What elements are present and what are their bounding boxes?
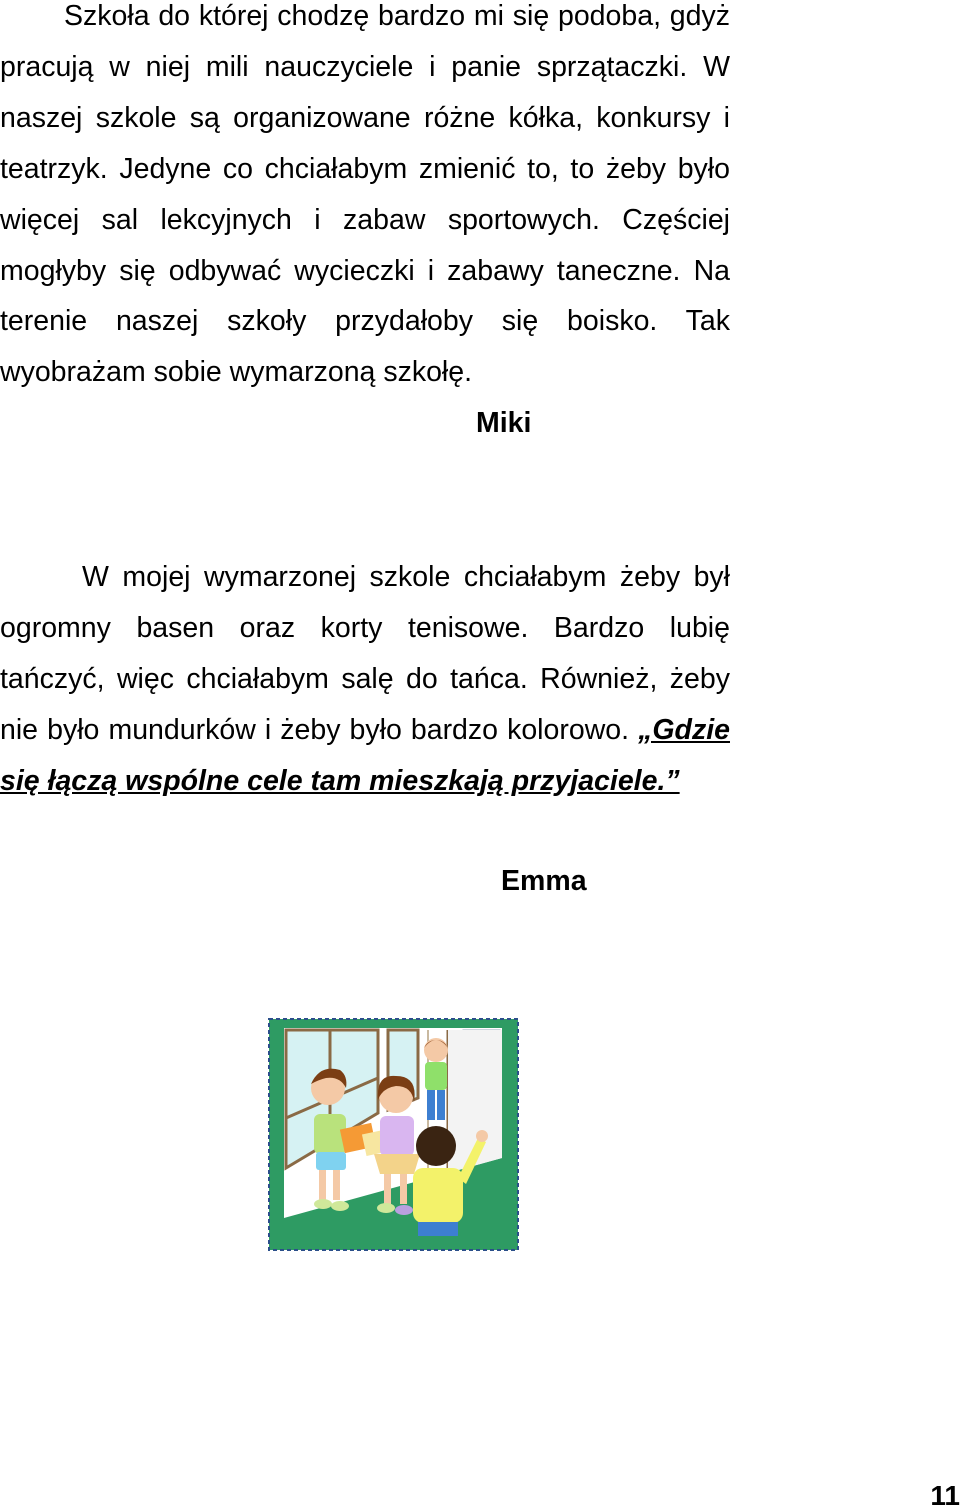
essay-1-paragraph — [0, 0, 730, 398]
children-illustration — [268, 1018, 519, 1251]
page-number: 11 — [930, 1480, 960, 1511]
essay-2-author: Emma — [501, 865, 587, 897]
essay-2-paragraph — [0, 552, 730, 807]
essay-2-text: W mojej wymarzonej szkole chciałabym żeby był ogromny basen oraz korty tenisowe. Bardzo lubię tańczyć, więc chciałabym salę do tańca. Również, żeby nie było mundurków i żeby było bardzo kolorowo. — [0, 561, 730, 746]
essay-1-text: Szkoła do której chodzę bardzo mi się podoba, gdyż pracują w niej mili nauczyciele i panie sprzątaczki. W naszej szkole są organizowane różne kółka, konkursy i teatrzyk. Jedyne co chciałabym zmienić to, to żeby było więcej sal lekcyjnych i zabaw sportowych. Częściej mogłyby się odbywać wycieczki i zabawy taneczne. Na terenie naszej szkoły przydałoby się boisko. Tak wyobrażam sobie wymarzoną szkołę. — [0, 0, 730, 389]
essay-2-quote: „Gdzie się łączą wspólne cele tam mieszkają przyjaciele.” — [0, 713, 730, 797]
essay-1-author: Miki — [476, 407, 532, 439]
